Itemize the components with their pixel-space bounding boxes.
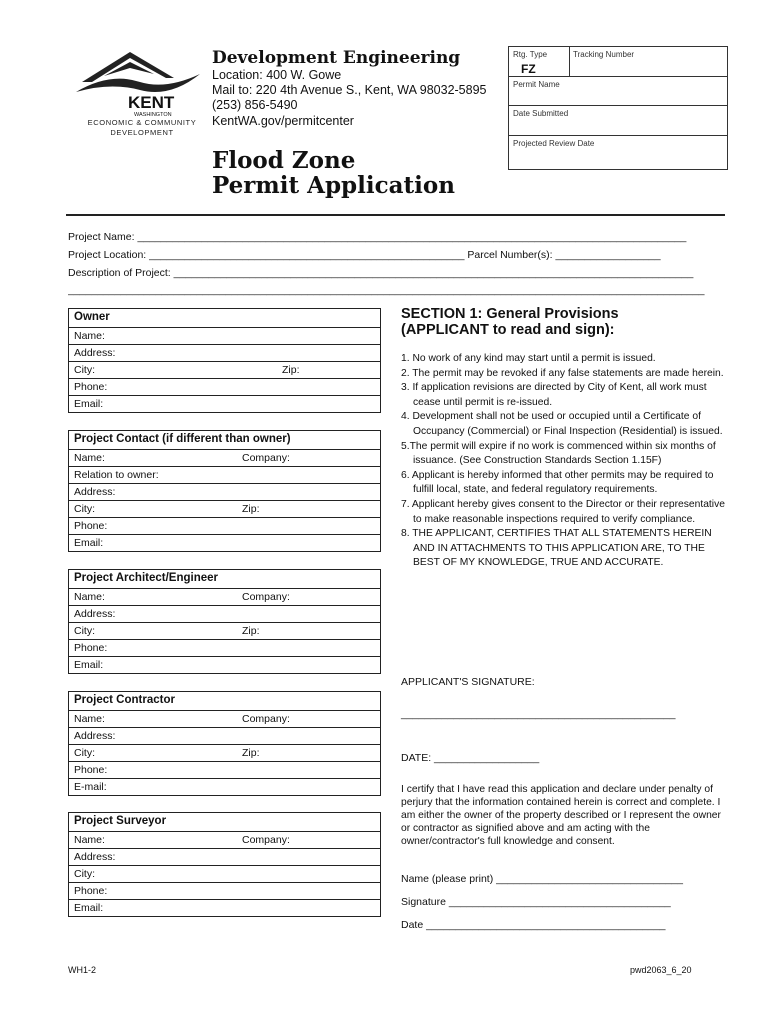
contact-zip-field: Zip: [242,503,260,515]
location-text: Location: 400 W. Gowe [212,68,342,82]
owner-title: Owner [74,311,110,323]
applicant-signature-label: APPLICANT'S SIGNATURE: [401,676,535,688]
architect-address-field[interactable]: Address: [69,605,380,622]
name-print-field[interactable]: Name (please print) ________________________________ [401,873,683,885]
project-name-field[interactable]: Project Name: ______________________________________________________________________________________________ [68,231,687,243]
contractor-title: Project Contractor [74,694,175,706]
owner-name-field[interactable]: Name: [69,327,380,344]
surveyor-phone-field[interactable]: Phone: [69,882,380,899]
surveyor-box [68,812,381,917]
header-divider [66,214,725,216]
contractor-city-field[interactable]: City: Zip: [69,744,380,761]
rtg-tracking-row [509,47,727,77]
permit-name-field[interactable]: Permit Name [509,77,727,106]
provision-item: 2. The permit may be revoked if any false statements are made herein. [401,367,724,379]
contractor-company-field: Company: [242,713,290,725]
surveyor-city-field[interactable]: City: [69,865,380,882]
contact-box [68,430,381,552]
contact-address-field[interactable]: Address: [69,483,380,500]
contractor-box [68,691,381,796]
rtg-type-label: Rtg. Type [513,50,548,59]
owner-address-field[interactable]: Address: [69,344,380,361]
contact-phone-field[interactable]: Phone: [69,517,380,534]
project-description-field[interactable]: Description of Project: _________________________________________________________________________________________ [68,267,694,279]
architect-name-field[interactable]: Name: Company: [69,588,380,605]
footer-doc-code: pwd2063_6_20 [630,965,692,975]
contact-email-field[interactable]: Email: [69,534,380,551]
date-submitted-field[interactable]: Date Submitted [509,106,727,136]
contractor-phone-field[interactable]: Phone: [69,761,380,778]
architect-phone-field[interactable]: Phone: [69,639,380,656]
date-field[interactable]: Date _________________________________________ [401,919,666,931]
project-description-line2[interactable]: _____________________________________________________________________________________________________________ [68,284,705,296]
provision-item: 4. Development shall not be used or occupied until a Certificate of Occupancy (Commercial) or Final Inspection (Residential) is issued. [401,411,723,437]
architect-box [68,569,381,674]
logo-subtitle: ECONOMIC & COMMUNITY DEVELOPMENT [87,118,197,137]
provision-item: 3. If application revisions are directed by City of Kent, all work must cease until permit is re-issued. [401,382,707,408]
surveyor-email-field[interactable]: Email: [69,899,380,916]
mail-address: Mail to: 220 4th Avenue S., Kent, WA 98032-5895 [212,83,487,97]
contractor-email-field[interactable]: E-mail: [69,778,380,795]
owner-zip-field: Zip: [282,364,300,376]
architect-zip-field: Zip: [242,625,260,637]
provisions-list [401,352,726,571]
provision-item: 6. Applicant is hereby informed that other permits may be required to fulfill local, state, and federal regulatory requirements. [401,469,714,496]
architect-email-field[interactable]: Email: [69,656,380,673]
surveyor-title: Project Surveyor [74,815,167,827]
contact-name-field[interactable]: Name: Company: [69,449,380,466]
logo-name: KENT [128,93,175,112]
form-title: Flood Zone Permit Application [212,147,455,199]
provision-item: 7. Applicant hereby gives consent to the Director or their representative to make reasonable inspections required to verify compliance. [401,498,725,525]
org-title: Development Engineering [212,48,461,68]
applicant-signature-field[interactable]: _______________________________________________ [401,708,676,720]
provision-item: 8. THE APPLICANT, CERTIFIES THAT ALL STATEMENTS HEREIN AND IN ATTACHMENTS TO THIS APPLICATION ARE, TO THE BEST OF MY KNOWLEDGE, TRUE AND ACCURATE. [401,528,712,569]
phone-number: (253) 856-5490 [212,98,298,112]
provision-item: 1. No work of any kind may start until a permit is issued. [401,353,656,364]
contractor-address-field[interactable]: Address: [69,727,380,744]
contact-company-field: Company: [242,452,290,464]
logo-state: WASHINGTON [134,112,172,118]
contact-city-field[interactable]: City: Zip: [69,500,380,517]
applicant-date-field[interactable]: DATE: __________________ [401,752,540,764]
owner-email-field[interactable]: Email: [69,395,380,412]
website-link[interactable]: KentWA.gov/permitcenter [212,114,354,128]
contractor-zip-field: Zip: [242,747,260,759]
architect-title: Project Architect/Engineer [74,572,219,584]
office-use-box [508,46,728,170]
owner-city-field[interactable]: City: Zip: [69,361,380,378]
architect-city-field[interactable]: City: Zip: [69,622,380,639]
architect-company-field: Company: [242,591,290,603]
review-date-field[interactable]: Projected Review Date [513,139,595,148]
section1-title: SECTION 1: General Provisions (APPLICANT to read and sign): [401,306,619,338]
project-location-field[interactable]: Project Location: ______________________________________________________ Parcel Number(s): __________________ [68,249,661,261]
surveyor-company-field: Company: [242,834,290,846]
provision-item: 5.The permit will expire if no work is commenced within six months of issuance. (See Construction Standards Section 1.15F) [401,440,716,467]
tracking-number-field[interactable]: Tracking Number [573,50,635,59]
surveyor-address-field[interactable]: Address: [69,848,380,865]
owner-phone-field[interactable]: Phone: [69,378,380,395]
footer-form-id: WH1-2 [68,965,97,975]
owner-box [68,308,381,413]
surveyor-name-field[interactable]: Name: Company: [69,831,380,848]
rtg-type-value: FZ [521,62,536,76]
contractor-name-field[interactable]: Name: Company: [69,710,380,727]
signature-field[interactable]: Signature ______________________________________ [401,896,671,908]
certification-text: I certify that I have read this application and declare under penalty of perjury that the information contained herein is correct and complete. I am either the owner of the property described or I represent the owner or contractor as signified above and am acting with the owner/contractor's full knowledge and consent. [401,784,721,847]
contact-title: Project Contact (if different than owner) [74,433,291,445]
contact-relation-field[interactable]: Relation to owner: [69,466,380,483]
